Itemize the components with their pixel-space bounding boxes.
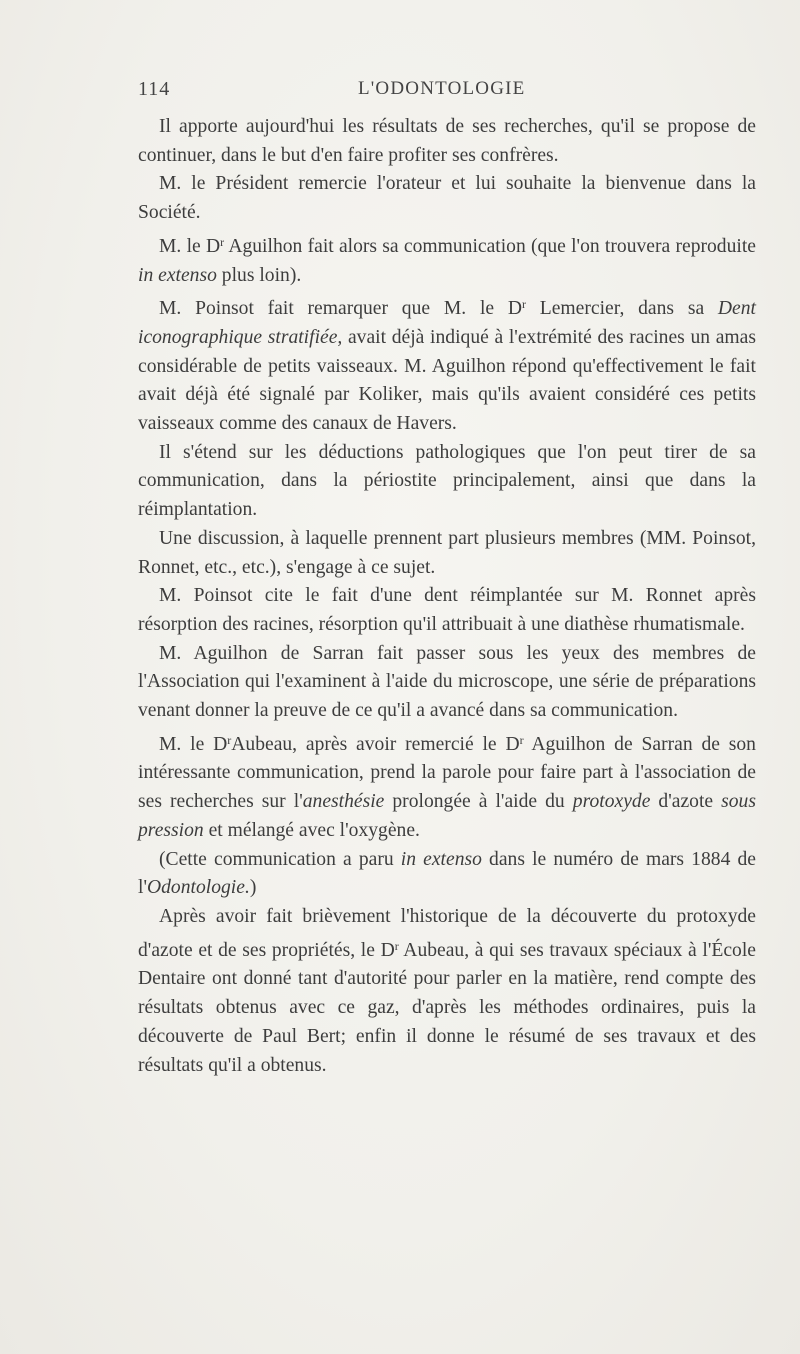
paragraph [138,228,756,290]
paragraph-text: Aguilhon fait alors sa communication (que l'on trouvera reproduite [224,235,756,257]
italic-text: Dent iconographique stratifiée, [138,298,756,348]
superscript: r [220,234,225,249]
italic-text: Odontologie. [146,877,250,899]
paragraph [138,290,756,439]
italic-text: protoxyde [572,791,651,813]
paragraph-text: Il s'étend sur les déductions pathologiques que l'on peut tirer de sa communication, dans la périostite principalement, ainsi que dans la réimplantation. [138,441,756,521]
paragraph-text: M. Poinsot cite le fait d'une dent réimplantée sur M. Ronnet après résorption des racines, résorption qu'il attribuait à une diathèse rhumatismale. [138,585,756,635]
paragraph-text: M. le D [159,733,228,755]
page-number: 114 [138,78,171,100]
paragraph-text: Aubeau, après avoir remercié le D [231,733,520,755]
superscript: r [522,297,526,312]
paragraph [138,640,756,726]
paragraph-text: M. le D [159,235,221,257]
superscript: r [519,732,524,747]
italic-text: sous pression [138,791,756,841]
paragraph-text: dans le numéro de mars 1884 de l' [138,848,756,899]
superscript: r [394,938,399,953]
paragraph-text: M. le Président remercie l'orateur et lui souhaite la bienvenue dans la Société. [138,173,756,224]
paragraph-text: et mélangé avec l'oxygène. [203,819,420,841]
paragraph [138,846,756,903]
paragraph-text: Après avoir fait brièvement l'historique de la découverte du protoxyde d'azote et de ses propriétés, le D [138,905,756,961]
running-head: L'ODONTOLOGIE [358,78,526,99]
paragraph [138,582,756,639]
paragraph-text: M. Poinsot fait remarquer que M. le D [159,298,522,320]
paragraph-text: avait déjà indiqué à l'extrémité des racines un amas considérable de petits vaisseaux. M. Aguilhon répond qu'effectivement le fait avait déjà été signalé par Koliker, mais qu'ils avaient considéré ces petits vaisseaux comme des canaux de Havers. [138,326,756,435]
paragraph-text: Il apporte aujourd'hui les résultats de ses recherches, qu'il se propose de continuer, dans le but d'en faire profiter ses confrères. [138,116,756,166]
paragraph-text: plus loin). [216,264,302,286]
paragraph [138,113,756,170]
italic-text: in extenso [400,848,482,870]
paragraph [138,439,756,525]
paragraph [138,903,756,1080]
paragraph-text: (Cette communication a paru [159,848,401,870]
paragraph [138,525,756,582]
paragraph-text: Aubeau, à qui ses travaux spéciaux à l'École Dentaire ont donné tant d'autorité pour parler en la matière, rend compte des résultats obtenus avec ce gaz, d'après les méthodes ordinaires, puis la découverte de Paul Bert; enfin il donne le résumé de ses travaux et des résultats qu'il a obtenus. [138,939,756,1076]
paragraph-text: Aguilhon de Sarran de son intéressante communication, prend la parole pour faire part à l'association de ses recherches sur l' [138,733,756,813]
paragraph [138,726,756,846]
paragraph-text: ) [249,877,257,899]
paragraph-text: Lemercier, dans sa [526,298,718,320]
paragraph [138,170,756,227]
italic-text: in extenso [138,264,217,286]
paragraph-text: d'azote [650,791,722,813]
paragraph-text: prolongée à l'aide du [384,791,573,813]
superscript: r [227,732,232,747]
page-header [138,78,668,102]
paragraph-text: Une discussion, à laquelle prennent part plusieurs membres (MM. Poinsot, Ronnet, etc., etc.), s'engage à ce sujet. [138,527,756,578]
italic-text: anesthésie [302,791,385,813]
body-text [138,113,756,1080]
paragraph-text: M. Aguilhon de Sarran fait passer sous les yeux des membres de l'Association qui l'examinent à l'aide du microscope, une série de préparations venant donner la preuve de ce qu'il a avancé dans sa communication. [138,642,756,722]
